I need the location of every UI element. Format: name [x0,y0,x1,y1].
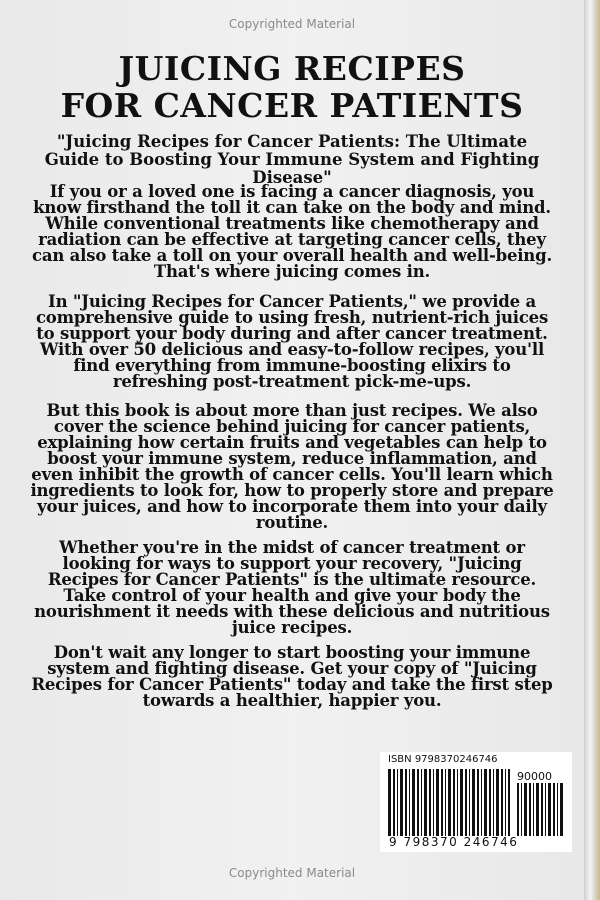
blurb-paragraph-5: Don't wait any longer to start boosting your immune system and fighting disease. Get your copy of "Juicing Recipes for Cancer Patients" today and take the first step towards a healthier, happier you. [31,643,553,710]
blurb-paragraph-3: But this book is about more than just recipes. We also cover the science behind juicing for cancer patients, explaining how certain fruits and vegetables can help to boost your immune system, reduce inflammation, and even inhibit the growth of cancer cells. You'll learn which ingredients to look for, how to properly store and prepare your juices, and how to incorporate them into your daily routine. [30,401,554,532]
price-code: 90000 [517,770,552,783]
blurb-paragraph-4: Whether you're in the midst of cancer treatment or looking for ways to support your recovery, "Juicing Recipes for Cancer Patients" is the ultimate resource. Take control of your health and give your body the nourishment it needs with these delicious and nutritious juice recipes. [34,538,550,637]
book-title-line-2: FOR CANCER PATIENTS [60,86,524,125]
blurb-paragraph-1: If you or a loved one is facing a cancer diagnosis, you know firsthand the toll it can take on the body and mind. While conventional treatments like chemotherapy and radiation can be effective at targeting cancer cells, they can also take a toll on your overall health and well-being. That's where juicing comes in. [32,182,552,281]
book-title-line-1: JUICING RECIPES [118,49,466,88]
book-title [0,50,584,124]
barcode-digits: 9 798370 246746 [389,835,519,849]
isbn-barcode-box [380,752,572,852]
isbn-label: ISBN 9798370246746 [388,754,498,765]
page-edge [584,0,600,900]
book-subtitle: "Juicing Recipes for Cancer Patients: The Ultimate Guide to Boosting Your Immune System and Fighting Disease" [44,132,540,187]
watermark-bottom: Copyrighted Material [228,866,356,880]
blurb-paragraph-2: In "Juicing Recipes for Cancer Patients," we provide a comprehensive guide to using fresh, nutrient-rich juices to support your body during and after cancer treatment. With over 50 delicious and easy-to-follow recipes, you'll find everything from immune-boosting elixirs to refreshing post-treatment pick-me-ups. [35,292,549,391]
watermark-top: Copyrighted Material [228,17,356,31]
